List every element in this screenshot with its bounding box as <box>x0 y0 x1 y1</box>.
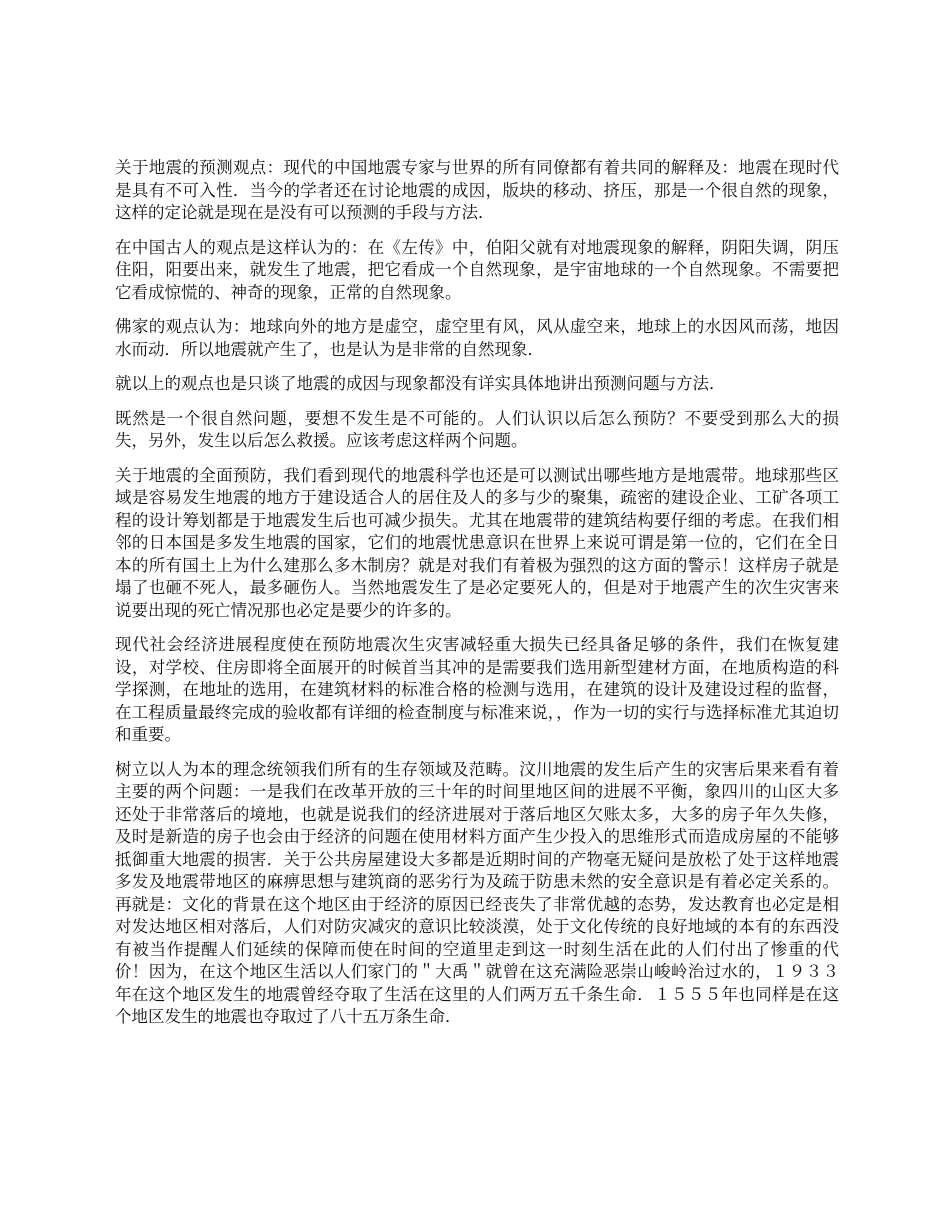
paragraph-summary: 就以上的观点也是只谈了地震的成因与现象都没有详实具体地讲出预测问题与方法． <box>115 374 726 393</box>
paragraph-buddhist-views: 佛家的观点认为：地球向外的地方是虚空，虚空里有风，风从虚空来，地球上的水因风而荡，地因水而动．所以地震就产生了，也是认为是非常的自然现象． <box>115 317 839 359</box>
paragraph-prevention-question: 既然是一个很自然问题，要想不发生是不可能的。人们认识以后怎么预防？不要受到那么大的损失，另外，发生以后怎么救援。应该考虑这样两个问题。 <box>115 408 839 450</box>
paragraph-people-oriented: 树立以人为本的理念统领我们所有的生存领域及范畴。汶川地震的发生后产生的灾害后果来看有着主要的两个问题：一是我们在改革开放的三十年的时间里地区间的进展不平衡，象四川的山区大多还处于非常落后的境地，也就是说我们的经济进展对于落后地区欠账太多，大多的房子年久失修，及时是新造的房子也会由于经济的问题在使用材料方面产生少投入的思维形式而造成房屋的不能够抵御重大地震的损害．关于公共房屋建设大多都是近期时间的产物毫无疑问是放松了处于这样地震多发及地震带地区的麻痹思想与建筑商的恶劣行为及疏于防患未然的安全意识是有着必定关系的。再就是：文化的背景在这个地区由于经济的原因已经丧失了非常优越的态势，发达教育也必定是相对发达地区相对落后，人们对防灾减灾的意识比较淡漠，处于文化传统的良好地域的本有的东西没有被当作提醒人们延续的保障而使在时间的空道里走到这一时刻生活在此的人们付出了惨重的代价！因为，在这个地区生活以人们家门的＂大禹＂就曾在这充满险恶崇山峻岭治过水的，１９３３年在这个地区发生的地震曾经夺取了生活在这里的人们两万五千条生命．１５５５年也同样是在这个地区发生的地震也夺取过了八十五万条生命． <box>115 759 839 1026</box>
paragraph-modern-construction: 现代社会经济进展程度使在预防地震次生灾害减轻重大损失已经具备足够的条件，我们在恢复建设，对学校、住房即将全面展开的时候首当其冲的是需要我们选用新型建材方面，在地质构造的科学探测，在地址的选用，在建筑材料的标准合格的检测与选用，在建筑的设计及建设过程的监督，在工程质量最终完成的验收都有详细的检查制度与标准来说，，作为一切的实行与选择标准尤其迫切和重要。 <box>115 635 839 744</box>
paragraph-ancient-views: 在中国古人的观点是这样认为的：在《左传》中，伯阳父就有对地震现象的解释，阴阳失调，阴压住阳，阳要出来，就发生了地震，把它看成一个自然现象，是宇宙地球的一个自然现象。不需要把它看成惊慌的、神奇的现象，正常的自然现象。 <box>115 237 839 302</box>
document-body <box>115 157 839 1041</box>
paragraph-prediction-views: 关于地震的预测观点：现代的中国地震专家与世界的所有同僚都有着共同的解释及：地震在现时代是具有不可入性．当今的学者还在讨论地震的成因，版块的移动、挤压，那是一个很自然的现象，这样的定论就是现在是没有可以预测的手段与方法． <box>115 158 839 222</box>
paragraph-comprehensive-prevention: 关于地震的全面预防，我们看到现代的地震科学也还是可以测试出哪些地方是地震带。地球那些区域是容易发生地震的地方于建设适合人的居住及人的多与少的聚集，疏密的建设企业、工矿各项工程的设计筹划都是于地震发生后也可减少损失。尤其在地震带的建筑结构要仔细的考虑。在我们相邻的日本国是多发生地震的国家，它们的地震忧患意识在世界上来说可谓是第一位的，它们在全日本的所有国土上为什么建那么多木制房？就是对我们有着极为强烈的这方面的警示！这样房子就是塌了也砸不死人，最多砸伤人。当然地震发生了是必定要死人的，但是对于地震产生的次生灾害来说要出现的死亡情况那也必定是要少的许多的。 <box>115 465 839 620</box>
